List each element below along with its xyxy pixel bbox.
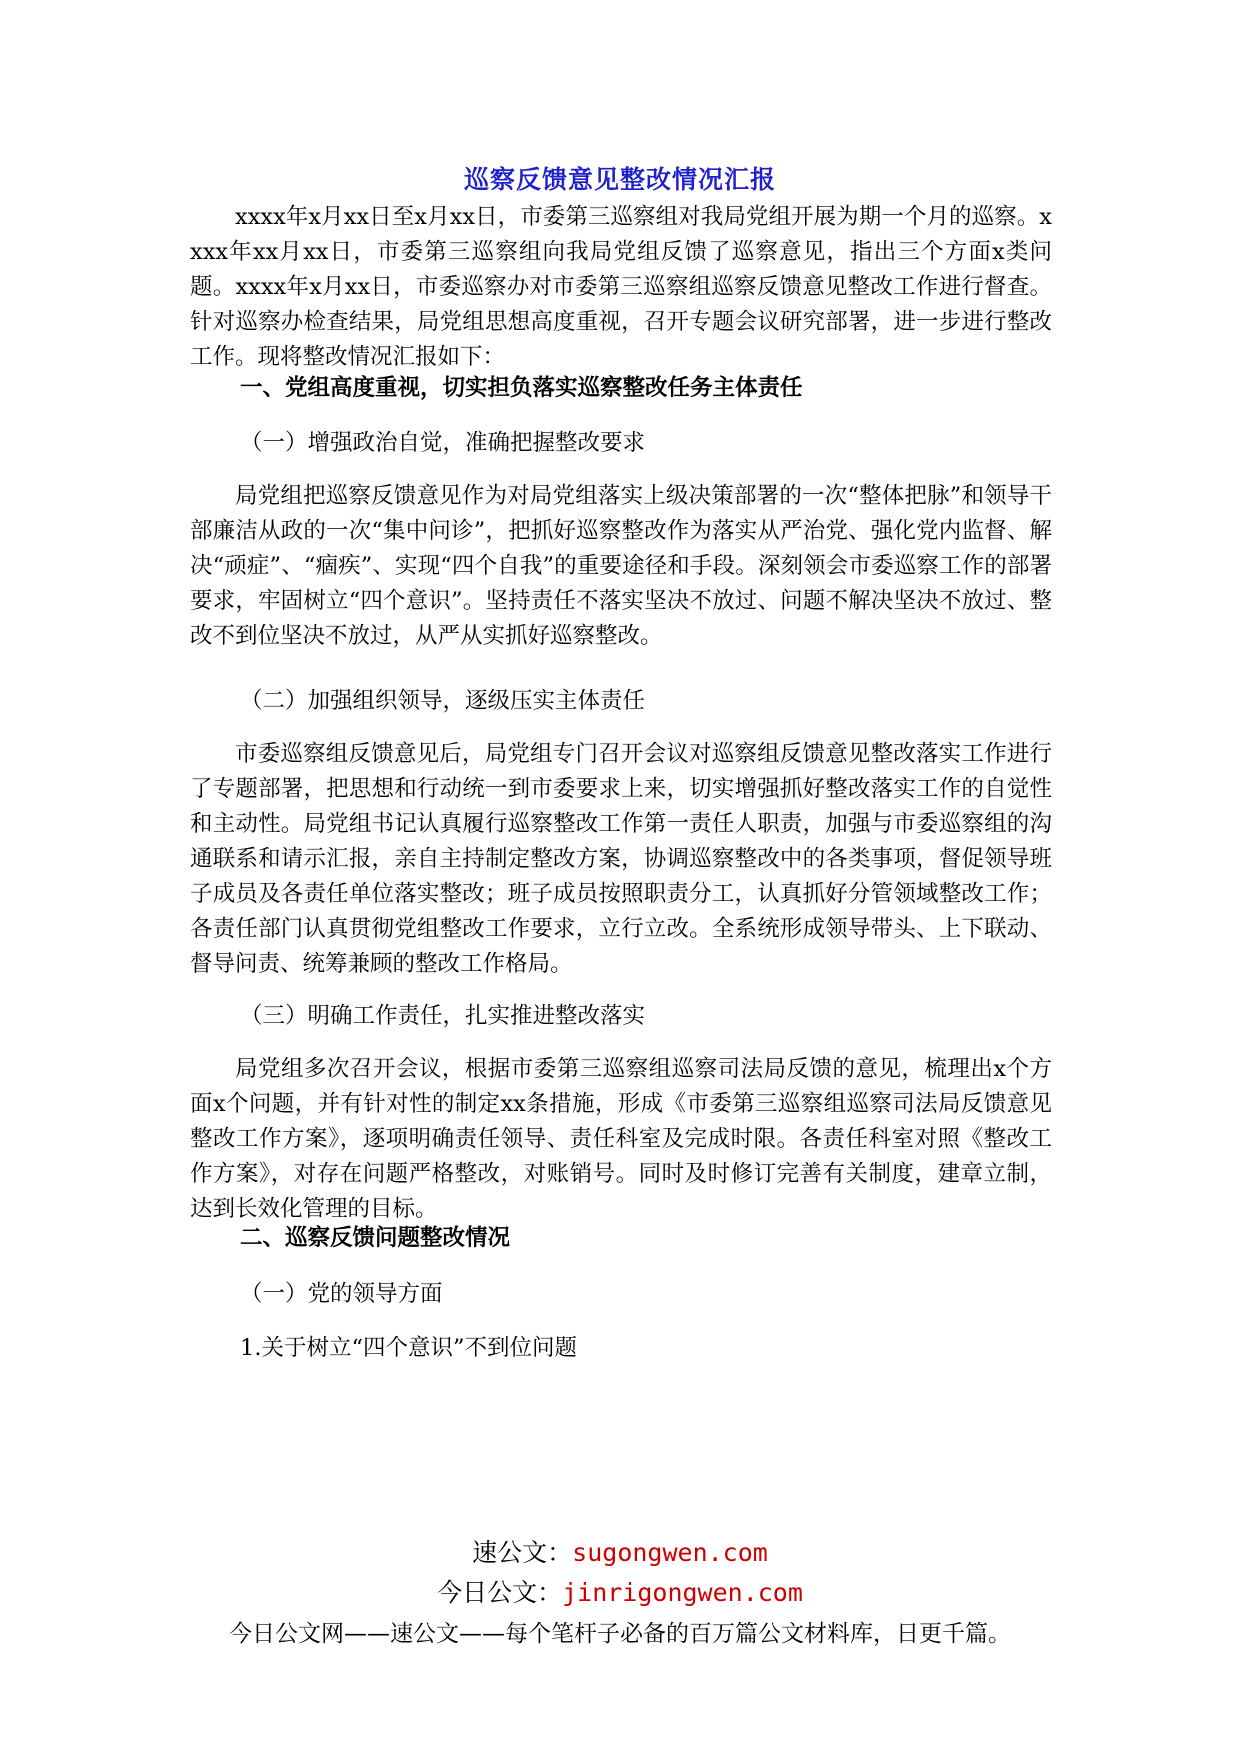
footer-slogan: 今日公文网——速公文——每个笔杆子必备的百万篇公文材料库，日更千篇。 [229, 1621, 1011, 1647]
footer-line-sugongwen [0, 1533, 1240, 1569]
section-1-sub-2-paragraph: 市委巡察组反馈意见后，局党组专门召开会议对巡察组反馈意见整改落实工作进行了专题部署，把思想和行动统一到市委要求上来，切实增强抓好整改落实工作的自觉性和主动性。局党组书记认真履行巡察整改工作第一责任人职责，加强与市委巡察组的沟通联系和请示汇报，亲自主持制定整改方案，协调巡察整改中的各类事项，督促领导班子成员及各责任单位落实整改；班子成员按照职责分工，认真抓好分管领域整改工作；各责任部门认真贯彻党组整改工作要求，立行立改。全系统形成领导带头、上下联动、督导问责、统筹兼顾的整改工作格局。 [190, 741, 1052, 977]
section-1-sub-1-block [190, 479, 1052, 654]
footer-label-sugongwen: 速公文： [472, 1538, 573, 1567]
section-1-sub-1-title: （一）增强政治自觉，准确把握整改要求 [240, 430, 646, 456]
section-2-heading: 二、巡察反馈问题整改情况 [240, 1225, 511, 1251]
intro-paragraph-block [190, 200, 1052, 375]
footer-line-jinrigongwen [0, 1573, 1240, 1609]
section-1-sub-3-paragraph: 局党组多次召开会议，根据市委第三巡察组巡察司法局反馈的意见，梳理出x个方面x个问题，并有针对性的制定xx条措施，形成《市委第三巡察组巡察司法局反馈意见整改工作方案》，逐项明确责任领导、责任科室及完成时限。各责任科室对照《整改工作方案》，对存在问题严格整改，对账销号。同时及时修订完善有关制度，建章立制，达到长效化管理的目标。 [190, 1056, 1052, 1222]
footer-link-sugongwen[interactable]: sugongwen.com [572, 1538, 768, 1567]
section-2-item-1: 1.关于树立“四个意识”不到位问题 [240, 1335, 577, 1361]
footer-label-jinrigongwen: 今日公文： [437, 1578, 563, 1607]
section-1-sub-2-title: （二）加强组织领导，逐级压实主体责任 [240, 688, 646, 714]
section-1-heading: 一、党组高度重视，切实担负落实巡察整改任务主体责任 [240, 375, 803, 401]
section-1-sub-3-title: （三）明确工作责任，扎实推进整改落实 [240, 1003, 646, 1029]
section-1-sub-3-block [190, 1052, 1052, 1227]
section-2-sub-1-title: （一）党的领导方面 [240, 1281, 443, 1307]
footer-link-jinrigongwen[interactable]: jinrigongwen.com [562, 1578, 803, 1607]
document-title: 巡察反馈意见整改情况汇报 [463, 165, 776, 194]
section-1-sub-1-paragraph: 局党组把巡察反馈意见作为对局党组落实上级决策部署的一次“整体把脉”和领导干部廉洁从政的一次“集中问诊”，把抓好巡察整改作为落实从严治党、强化党内监督、解决“顽症”、“痼疾”、实现“四个自我”的重要途径和手段。深刻领会市委巡察工作的部署要求，牢固树立“四个意识”。坚持责任不落实坚决不放过、问题不解决坚决不放过、整改不到位坚决不放过，从严从实抓好巡察整改。 [190, 483, 1052, 649]
intro-paragraph: xxxx年x月xx日至x月xx日，市委第三巡察组对我局党组开展为期一个月的巡察。xxxx年xx月xx日，市委第三巡察组向我局党组反馈了巡察意见，指出三个方面x类问题。xxxx年x月xx日，市委巡察办对市委第三巡察组巡察反馈意见整改工作进行督查。针对巡察办检查结果，局党组思想高度重视，召开专题会议研究部署，进一步进行整改工作。现将整改情况汇报如下： [190, 204, 1052, 370]
section-1-sub-2-block [190, 737, 1052, 982]
